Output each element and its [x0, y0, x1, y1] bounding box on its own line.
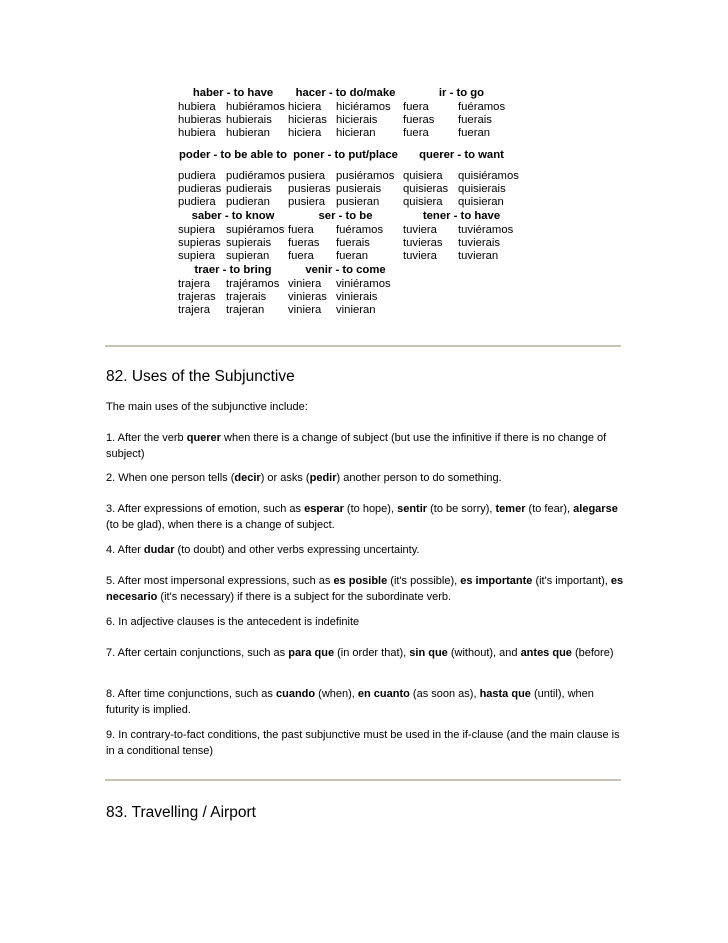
conjugation-form: hicieras — [288, 114, 327, 126]
conjugation-form: tuviera — [403, 250, 437, 262]
subjunctive-use-item — [106, 470, 626, 486]
item-text: ) or asks ( — [260, 472, 310, 484]
conjugation-form: fuera — [403, 127, 429, 139]
conjugation-form: pudierais — [226, 183, 272, 195]
conjugation-form — [403, 291, 458, 304]
item-text: when there is a change of subject (but use the infinitive if there is no change of subject) — [106, 432, 607, 460]
conjugation-form: hubiera — [178, 101, 216, 113]
conjugation-form: fuera — [403, 101, 429, 113]
conjugation-form: vinierais — [336, 291, 378, 303]
item-text: (as soon as), — [409, 688, 480, 700]
item-text: (to be sorry), — [427, 503, 496, 515]
conjugation-form: fueras — [403, 114, 435, 126]
subjunctive-use-item — [106, 501, 626, 533]
conjugation-form: hicieran — [336, 127, 376, 139]
conjugation-form: trajéramos — [226, 278, 280, 290]
conjugation-form: hicierais — [336, 114, 378, 126]
conjugation-form: quisiera — [403, 170, 443, 182]
section-82-title: 82. Uses of the Subjunctive — [106, 368, 295, 385]
conjugation-form: pusiera — [288, 196, 326, 208]
conjugation-form: fuera — [288, 250, 314, 262]
conjugation-form — [458, 278, 520, 291]
verb-header-row — [178, 263, 520, 278]
keyword: alegarse — [573, 503, 618, 515]
item-text: (before) — [571, 647, 614, 659]
conjugation-form: fueran — [458, 127, 491, 139]
verb-header: venir - to come — [305, 264, 386, 276]
keyword: pedir — [309, 472, 337, 484]
item-text: (it's important), — [532, 575, 611, 587]
conjugation-form — [458, 291, 520, 304]
subjunctive-use-item — [106, 645, 626, 661]
conjugation-row — [178, 183, 520, 196]
conjugation-form: vinieran — [336, 304, 376, 316]
conjugation-form: fueras — [288, 237, 320, 249]
conjugation-form: trajera — [178, 304, 211, 316]
conjugation-form: tuviéramos — [458, 224, 514, 236]
conjugation-form: tuvieras — [403, 237, 443, 249]
conjugation-form: pusieran — [336, 196, 380, 208]
conjugation-form: hubiéramos — [226, 101, 286, 113]
keyword: hasta que — [479, 688, 531, 700]
conjugation-form: tuvieran — [458, 250, 499, 262]
conjugation-form: viniéramos — [336, 278, 391, 290]
conjugation-form: fueran — [336, 250, 369, 262]
conjugation-row — [178, 114, 520, 127]
conjugation-row — [178, 304, 520, 317]
keyword: decir — [234, 472, 261, 484]
conjugation-form: pudieras — [178, 183, 222, 195]
conjugation-row — [178, 101, 520, 114]
verb-header: poder - to be able to — [179, 149, 287, 161]
item-text: (it's necessary) if there is a subject for the subordinate verb. — [157, 591, 452, 603]
conjugation-form — [403, 278, 458, 291]
conjugation-form: pudieran — [226, 196, 270, 208]
conjugation-form: hubieras — [178, 114, 222, 126]
item-text: (in order that), — [334, 647, 410, 659]
conjugation-form: pudiera — [178, 170, 216, 182]
conjugation-form: trajeras — [178, 291, 216, 303]
item-text: (to fear), — [525, 503, 574, 515]
conjugation-form: quisiéramos — [458, 170, 519, 182]
conjugation-form: pudiéramos — [226, 170, 286, 182]
conjugation-form: supiéramos — [226, 224, 285, 236]
conjugation-row — [178, 237, 520, 250]
conjugation-form: hiciéramos — [336, 101, 391, 113]
keyword: sin que — [409, 647, 448, 659]
conjugation-form: fuéramos — [336, 224, 384, 236]
conjugation-row — [178, 224, 520, 237]
keyword: temer — [495, 503, 526, 515]
conjugation-form — [458, 304, 520, 317]
keyword: para que — [288, 647, 335, 659]
conjugation-row — [178, 127, 520, 140]
verb-header: saber - to know — [191, 210, 275, 222]
subjunctive-use-item — [106, 614, 626, 630]
verb-header: tener - to have — [422, 210, 501, 222]
keyword: cuando — [275, 688, 316, 700]
subjunctive-use-item — [106, 430, 626, 462]
conjugation-form: pudiera — [178, 196, 216, 208]
conjugation-form: pusiéramos — [336, 170, 395, 182]
verb-header-row — [178, 86, 520, 101]
keyword: esperar — [304, 503, 344, 515]
verb-header-row — [178, 209, 520, 224]
item-text: (it's possible), — [387, 575, 461, 587]
keyword: es necesario — [106, 575, 624, 603]
conjugation-form: supierais — [226, 237, 272, 249]
conjugation-form: fuerais — [458, 114, 492, 126]
keyword: querer — [186, 432, 221, 444]
conjugation-form: vinieras — [288, 291, 327, 303]
conjugation-row — [178, 291, 520, 304]
keyword: es importante — [460, 575, 533, 587]
item-text: 8. After time conjunctions, such as — [106, 688, 276, 700]
conjugation-form — [403, 304, 458, 317]
keyword: dudar — [143, 544, 175, 556]
conjugation-form: fuéramos — [458, 101, 506, 113]
conjugation-form: supiera — [178, 224, 216, 236]
conjugation-form: hubierais — [226, 114, 272, 126]
conjugation-form: hubieran — [226, 127, 270, 139]
subjunctive-use-item — [106, 542, 626, 558]
conjugation-table — [178, 86, 520, 317]
item-text: (to doubt) and other verbs expressing uncertainty. — [174, 544, 420, 556]
conjugation-form: trajeran — [226, 304, 265, 316]
item-text: 9. In contrary-to-fact conditions, the past subjunctive must be used in the if-clause (and the main clause is in a conditional tense) — [106, 729, 620, 757]
subjunctive-use-item — [106, 727, 626, 759]
item-text: 2. When one person tells ( — [106, 472, 235, 484]
conjugation-form: pusieras — [288, 183, 331, 195]
conjugation-form: quisierais — [458, 183, 506, 195]
verb-header-row — [178, 140, 520, 170]
verb-header: poner - to put/place — [293, 148, 398, 161]
conjugation-form: viniera — [288, 278, 322, 290]
conjugation-form: viniera — [288, 304, 322, 316]
conjugation-form: trajerais — [226, 291, 267, 303]
conjugation-form: fuera — [288, 224, 314, 236]
verb-header: ir - to go — [438, 87, 485, 99]
item-text: (when), — [315, 688, 358, 700]
item-text: (to hope), — [343, 503, 398, 515]
verb-header: ser - to be — [318, 210, 373, 222]
conjugation-row — [178, 170, 520, 183]
conjugation-form: supieran — [226, 250, 270, 262]
conjugation-form: tuviera — [403, 224, 437, 236]
keyword: en cuanto — [357, 688, 410, 700]
item-text: 1. After the verb — [106, 432, 187, 444]
conjugation-form: quisieras — [403, 183, 449, 195]
item-text: ) another person to do something. — [336, 472, 502, 484]
conjugation-form: pusierais — [336, 183, 382, 195]
verb-header: traer - to bring — [194, 264, 272, 276]
section-divider — [105, 345, 621, 347]
item-text: 5. After most impersonal expressions, such as — [106, 575, 334, 587]
conjugation-form: supieras — [178, 237, 221, 249]
section-82-intro: The main uses of the subjunctive include: — [106, 401, 308, 413]
item-text: 6. In adjective clauses is the antecedent is indefinite — [106, 616, 360, 628]
verb-header: hacer - to do/make — [295, 87, 396, 99]
keyword: sentir — [397, 503, 428, 515]
conjugation-row — [178, 278, 520, 291]
conjugation-row — [178, 196, 520, 209]
conjugation-row — [178, 250, 520, 263]
verb-header: querer - to want — [419, 148, 504, 161]
subjunctive-use-item — [106, 686, 626, 718]
conjugation-form: quisieran — [458, 196, 504, 208]
item-text: (without), and — [447, 647, 521, 659]
item-text: 3. After expressions of emotion, such as — [106, 503, 305, 515]
conjugation-form: hubiera — [178, 127, 216, 139]
conjugation-form: quisiera — [403, 196, 443, 208]
item-text: 4. After — [106, 544, 144, 556]
conjugation-form: fuerais — [336, 237, 370, 249]
conjugation-form: hiciera — [288, 127, 322, 139]
verb-header — [403, 263, 520, 278]
conjugation-form: tuvierais — [458, 237, 501, 249]
conjugation-form: pusiera — [288, 170, 326, 182]
conjugation-form: hiciera — [288, 101, 322, 113]
conjugation-form: supiera — [178, 250, 216, 262]
section-83-title: 83. Travelling / Airport — [106, 804, 256, 821]
keyword: es posible — [333, 575, 388, 587]
keyword: antes que — [520, 647, 572, 659]
section-divider — [105, 779, 621, 781]
item-text: (until), when futurity is implied. — [106, 688, 594, 716]
item-text: 7. After certain conjunctions, such as — [106, 647, 289, 659]
item-text: (to be glad), when there is a change of subject. — [106, 519, 335, 531]
subjunctive-use-item — [106, 573, 626, 605]
verb-header: haber - to have — [192, 87, 274, 99]
conjugation-form: trajera — [178, 278, 211, 290]
